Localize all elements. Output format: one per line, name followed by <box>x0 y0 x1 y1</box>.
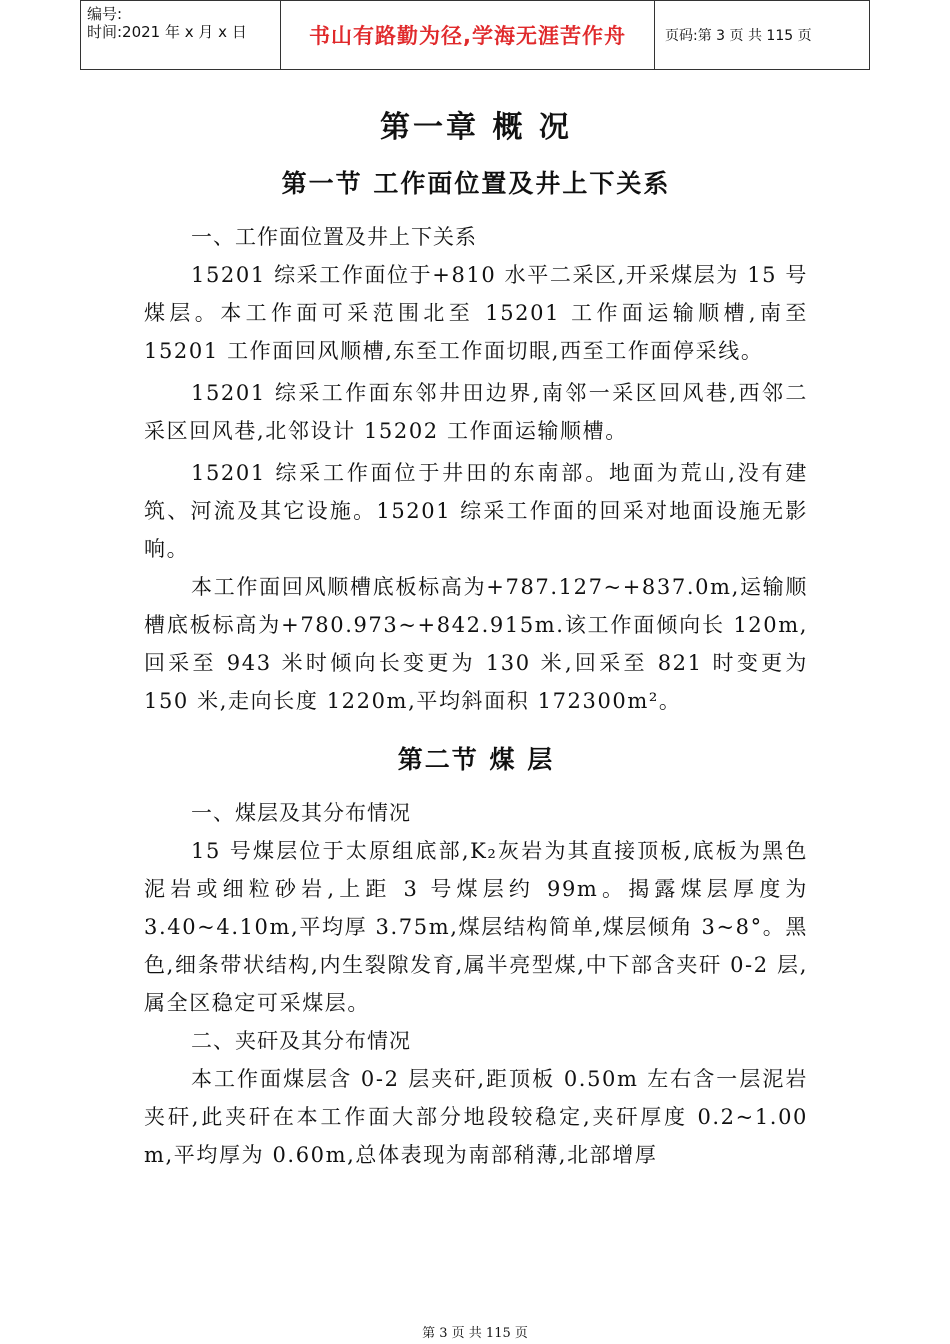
header-motto: 书山有路勤为径,学海无涯苦作舟 <box>280 1 654 69</box>
header-meta-cell <box>80 1 280 69</box>
section-title: 第二节 煤 层 <box>397 745 555 774</box>
paragraph: 15201 综采工作面位于井田的东南部。地面为荒山,没有建筑、河流及其它设施。15201 综采工作面的回采对地面设施无影响。 <box>144 461 808 561</box>
document-date-label: 时间:2021 年 x 月 x 日 <box>87 23 247 41</box>
section-title: 第一节 工作面位置及井上下关系 <box>281 169 671 198</box>
subheading: 二、夹矸及其分布情况 <box>191 1029 411 1053</box>
paragraph: 15201 综采工作面东邻井田边界,南邻一采区回风巷,西邻二采区回风巷,北邻设计 15202 工作面运输顺槽。 <box>144 381 808 443</box>
subheading: 一、煤层及其分布情况 <box>191 801 411 825</box>
paragraph: 15 号煤层位于太原组底部,K₂灰岩为其直接顶板,底板为黑色泥岩或细粒砂岩,上距 3 号煤层约 99m。揭露煤层厚度为 3.40~4.10m,平均厚 3.75m,煤层结构简单,煤层倾角 3~8°。黑色,细条带状结构,内生裂隙发育,属半亮型煤,中下部含夹矸 0-2 层,属全区稳定可采煤层。 <box>144 839 808 1015</box>
header-page-info: 页码:第 3 页 共 115 页 <box>654 1 870 69</box>
page-header <box>80 0 870 70</box>
page-footer: 第 3 页 共 115 页 <box>422 1326 528 1341</box>
paragraph: 15201 综采工作面位于+810 水平二采区,开采煤层为 15 号煤层。本工作面可采范围北至 15201 工作面运输顺槽,南至 15201 工作面回风顺槽,东至工作面切眼,西至工作面停采线。 <box>144 263 808 363</box>
chapter-title: 第一章 概 况 <box>380 110 572 145</box>
paragraph: 本工作面煤层含 0-2 层夹矸,距顶板 0.50m 左右含一层泥岩夹矸,此夹矸在本工作面大部分地段较稳定,夹矸厚度 0.2~1.00 m,平均厚为 0.60m,总体表现为南部稍薄,北部增厚 <box>144 1067 808 1167</box>
paragraph: 本工作面回风顺槽底板标高为+787.127~+837.0m,运输顺槽底板标高为+780.973~+842.915m.该工作面倾向长 120m,回采至 943 米时倾向长变更为 130 米,回采至 821 时变更为 150 米,走向长度 1220m,平均斜面积 172300m²。 <box>144 575 808 713</box>
document-number-label: 编号: <box>87 5 123 23</box>
document-body <box>144 100 808 1174</box>
subheading: 一、工作面位置及井上下关系 <box>191 225 477 249</box>
